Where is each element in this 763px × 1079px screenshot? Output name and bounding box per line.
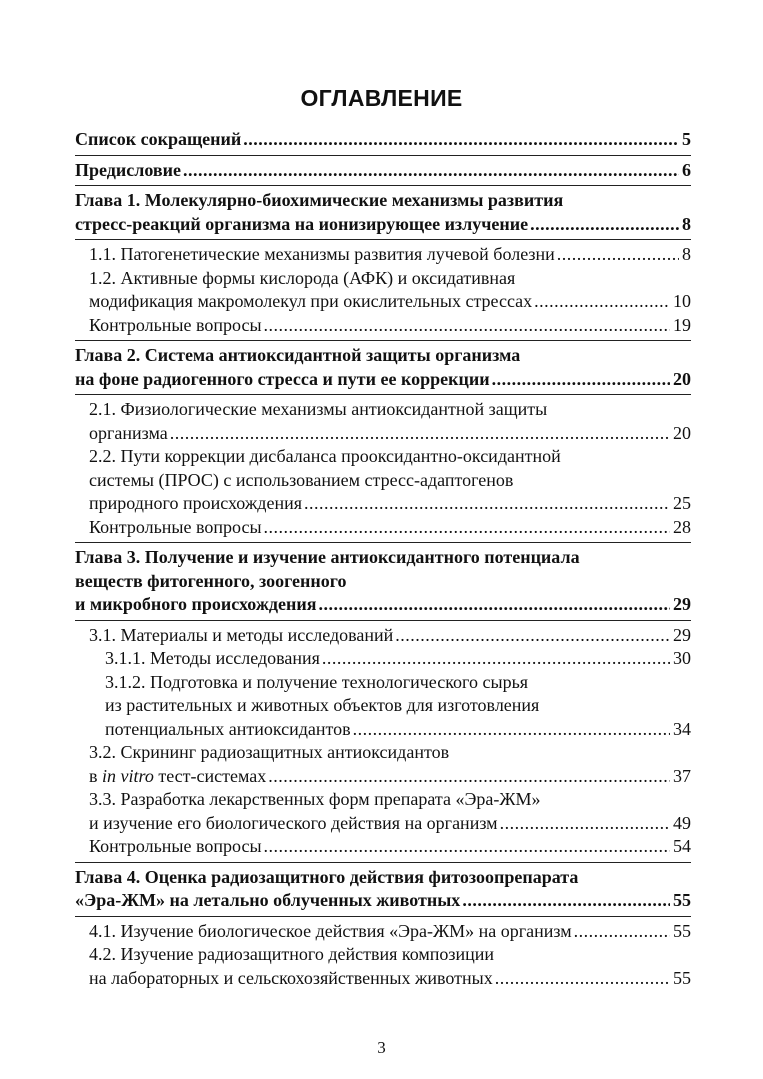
toc-entry-text-line: организма xyxy=(89,422,168,443)
toc-page-number: 20 xyxy=(673,368,691,389)
toc-entry-last-line xyxy=(89,920,691,944)
toc-section-entry[interactable] xyxy=(75,516,691,540)
toc-entry-text-line: 4.2. Изучение радиозащитного действия композиции xyxy=(89,944,495,964)
toc-page-number: 30 xyxy=(673,648,691,668)
dot-leader xyxy=(530,213,679,237)
toc-section-entry[interactable] xyxy=(75,314,691,338)
section-divider xyxy=(75,620,691,621)
toc-section-entry[interactable] xyxy=(75,624,691,648)
dot-leader xyxy=(322,647,670,671)
dot-leader xyxy=(495,967,670,991)
dot-leader xyxy=(183,159,679,183)
toc-entry-text-line: модификация макромолекул при окислительных стрессах xyxy=(89,291,533,311)
toc-entry-text-line: 3.1. Материалы и методы исследований xyxy=(89,624,394,645)
toc-section-entry[interactable] xyxy=(75,243,691,267)
toc-entry-last-line xyxy=(75,889,691,913)
toc-entry-last-line xyxy=(105,647,691,671)
toc-section-entry[interactable] xyxy=(75,835,691,859)
toc-section-entry[interactable] xyxy=(75,445,691,516)
toc-page-number: 6 xyxy=(682,159,691,180)
toc-entry-text-line: на лабораторных и сельскохозяйственных животных xyxy=(89,967,493,988)
toc-entry-last-line xyxy=(89,243,691,267)
toc-section-entry[interactable] xyxy=(75,647,691,671)
toc-page-number: 8 xyxy=(682,213,691,234)
section-divider xyxy=(75,394,691,395)
toc-section-entry[interactable] xyxy=(75,920,691,944)
toc-entry-text-line: 3.1.2. Подготовка и получение технологического сырья xyxy=(105,671,529,692)
page-number: 3 xyxy=(377,1038,386,1057)
toc-chapter-entry[interactable] xyxy=(75,189,691,236)
toc-page-number: 19 xyxy=(673,314,691,335)
dot-leader xyxy=(395,624,670,648)
toc-entry-text-line: и микробного происхождения xyxy=(75,594,317,614)
toc-page-number: 55 xyxy=(673,920,691,941)
toc-page-number: 29 xyxy=(673,594,691,614)
toc-entry-text-line: 1.2. Активные формы кислорода (АФК) и оксидативная xyxy=(89,267,516,288)
toc-page-number: 25 xyxy=(673,493,691,513)
toc-entry-text-line: веществ фитогенного, зоогенного xyxy=(75,570,347,591)
toc-entry-text-line: потенциальных антиоксидантов xyxy=(105,718,351,739)
dot-leader xyxy=(243,128,679,152)
toc-entry-text-line: 3.1.1. Методы исследования xyxy=(105,648,320,668)
toc-entry-last-line xyxy=(89,422,691,446)
toc-entry-text-line: Список сокращений xyxy=(75,129,242,149)
toc-entry-text-line: 2.1. Физиологические механизмы антиоксидантной защиты xyxy=(89,399,548,419)
dot-leader xyxy=(264,835,670,859)
section-divider xyxy=(75,862,691,863)
toc-entry-last-line xyxy=(89,516,691,540)
toc-page-number: 55 xyxy=(673,890,691,910)
dot-leader xyxy=(353,718,670,742)
toc-page-number: 20 xyxy=(673,422,691,443)
section-divider xyxy=(75,916,691,917)
dot-leader xyxy=(534,290,670,314)
toc-page-number: 5 xyxy=(682,129,691,149)
toc-page-number: 34 xyxy=(673,718,691,739)
toc-entry-last-line xyxy=(75,159,691,183)
toc-entry-last-line xyxy=(75,213,691,237)
toc-section-entry[interactable] xyxy=(75,671,691,742)
section-divider xyxy=(75,542,691,543)
toc-entry-text-line: Глава 2. Система антиоксидантной защиты организма xyxy=(75,345,521,365)
toc-entry-text-line: Предисловие xyxy=(75,159,181,180)
toc-chapter-entry[interactable] xyxy=(75,128,691,152)
toc-entry-last-line xyxy=(89,290,691,314)
toc-entry-text-line: «Эра-ЖМ» на летально облученных животных xyxy=(75,890,461,910)
toc-section-entry[interactable] xyxy=(75,943,691,990)
dot-leader xyxy=(462,889,670,913)
section-divider xyxy=(75,155,691,156)
toc-entry-text-line: Глава 4. Оценка радиозащитного действия фитозоопрепарата xyxy=(75,866,579,887)
toc-entry-text-line: 3.3. Разработка лекарственных форм препарата «Эра-ЖМ» xyxy=(89,789,541,809)
toc-page-number: 28 xyxy=(673,516,691,537)
toc-page-number: 8 xyxy=(682,244,691,264)
dot-leader xyxy=(264,516,670,540)
page-title: ОГЛАВЛЕНИЕ xyxy=(300,85,463,111)
toc-entry-text-line: Контрольные вопросы xyxy=(89,516,262,537)
dot-leader xyxy=(170,422,670,446)
toc-page-number: 10 xyxy=(673,291,691,311)
toc-entry-last-line xyxy=(75,128,691,152)
toc-entry-text-line: Контрольные вопросы xyxy=(89,836,262,856)
toc-entry-last-line xyxy=(75,368,691,392)
section-divider xyxy=(75,239,691,240)
toc-section-entry[interactable] xyxy=(75,741,691,788)
section-divider xyxy=(75,185,691,186)
dot-leader xyxy=(492,368,670,392)
toc-page-number: 55 xyxy=(673,967,691,988)
toc-entry-text-line: из растительных и животных объектов для изготовления xyxy=(105,695,540,715)
toc-entry-last-line xyxy=(89,967,691,991)
toc-entry-text-line: 1.1. Патогенетические механизмы развития лучевой болезни xyxy=(89,244,555,264)
toc-entry-text-line: Глава 1. Молекулярно-биохимические механизмы развития xyxy=(75,190,564,210)
toc-entry-text-line: природного происхождения xyxy=(89,493,302,513)
toc-page-number: 37 xyxy=(673,765,691,786)
toc-entry-text-line: 3.2. Скрининг радиозащитных антиоксидантов xyxy=(89,742,450,762)
toc-entry-last-line xyxy=(75,593,691,617)
toc-section-entry[interactable] xyxy=(75,398,691,445)
toc-chapter-entry[interactable] xyxy=(75,866,691,913)
dot-leader xyxy=(318,593,670,617)
toc-entry-text-line: на фоне радиогенного стресса и пути ее коррекции xyxy=(75,368,490,389)
toc-chapter-entry[interactable] xyxy=(75,344,691,391)
toc-entry-text-line: и изучение его биологического действия на организм xyxy=(89,812,498,833)
toc-entry-text-line: стресс-реакций организма на ионизирующее излучение xyxy=(75,213,529,234)
toc-section-entry[interactable] xyxy=(75,788,691,835)
toc-entry-text-line: 4.1. Изучение биологическое действия «Эра-ЖМ» на организм xyxy=(89,920,572,941)
toc-page-number: 49 xyxy=(673,812,691,833)
toc-chapter-entry[interactable] xyxy=(75,159,691,183)
table-of-contents xyxy=(75,128,691,990)
toc-entry-last-line xyxy=(89,492,691,516)
toc-section-entry[interactable] xyxy=(75,267,691,314)
toc-entry-last-line xyxy=(89,835,691,859)
dot-leader xyxy=(557,243,679,267)
dot-leader xyxy=(500,812,670,836)
toc-chapter-entry[interactable] xyxy=(75,546,691,617)
toc-entry-text-line: Контрольные вопросы xyxy=(89,314,262,335)
toc-page-number: 54 xyxy=(673,836,691,856)
dot-leader xyxy=(304,492,670,516)
toc-entry-last-line xyxy=(89,812,691,836)
toc-entry-last-line xyxy=(89,624,691,648)
toc-entry-text-line: системы (ПРОС) с использованием стресс-адаптогенов xyxy=(89,469,514,490)
dot-leader xyxy=(574,920,670,944)
toc-entry-text-line: в in vitro тест-системах xyxy=(89,765,267,786)
toc-page-number: 29 xyxy=(673,624,691,645)
toc-entry-last-line xyxy=(89,765,691,789)
dot-leader xyxy=(264,314,670,338)
italic-term: in vitro xyxy=(102,765,154,786)
toc-entry-text-line: 2.2. Пути коррекции дисбаланса прооксидантно-оксидантной xyxy=(89,446,561,466)
section-divider xyxy=(75,340,691,341)
toc-entry-text-line: Глава 3. Получение и изучение антиоксидантного потенциала xyxy=(75,547,580,567)
dot-leader xyxy=(268,765,670,789)
toc-entry-last-line xyxy=(105,718,691,742)
toc-entry-last-line xyxy=(89,314,691,338)
